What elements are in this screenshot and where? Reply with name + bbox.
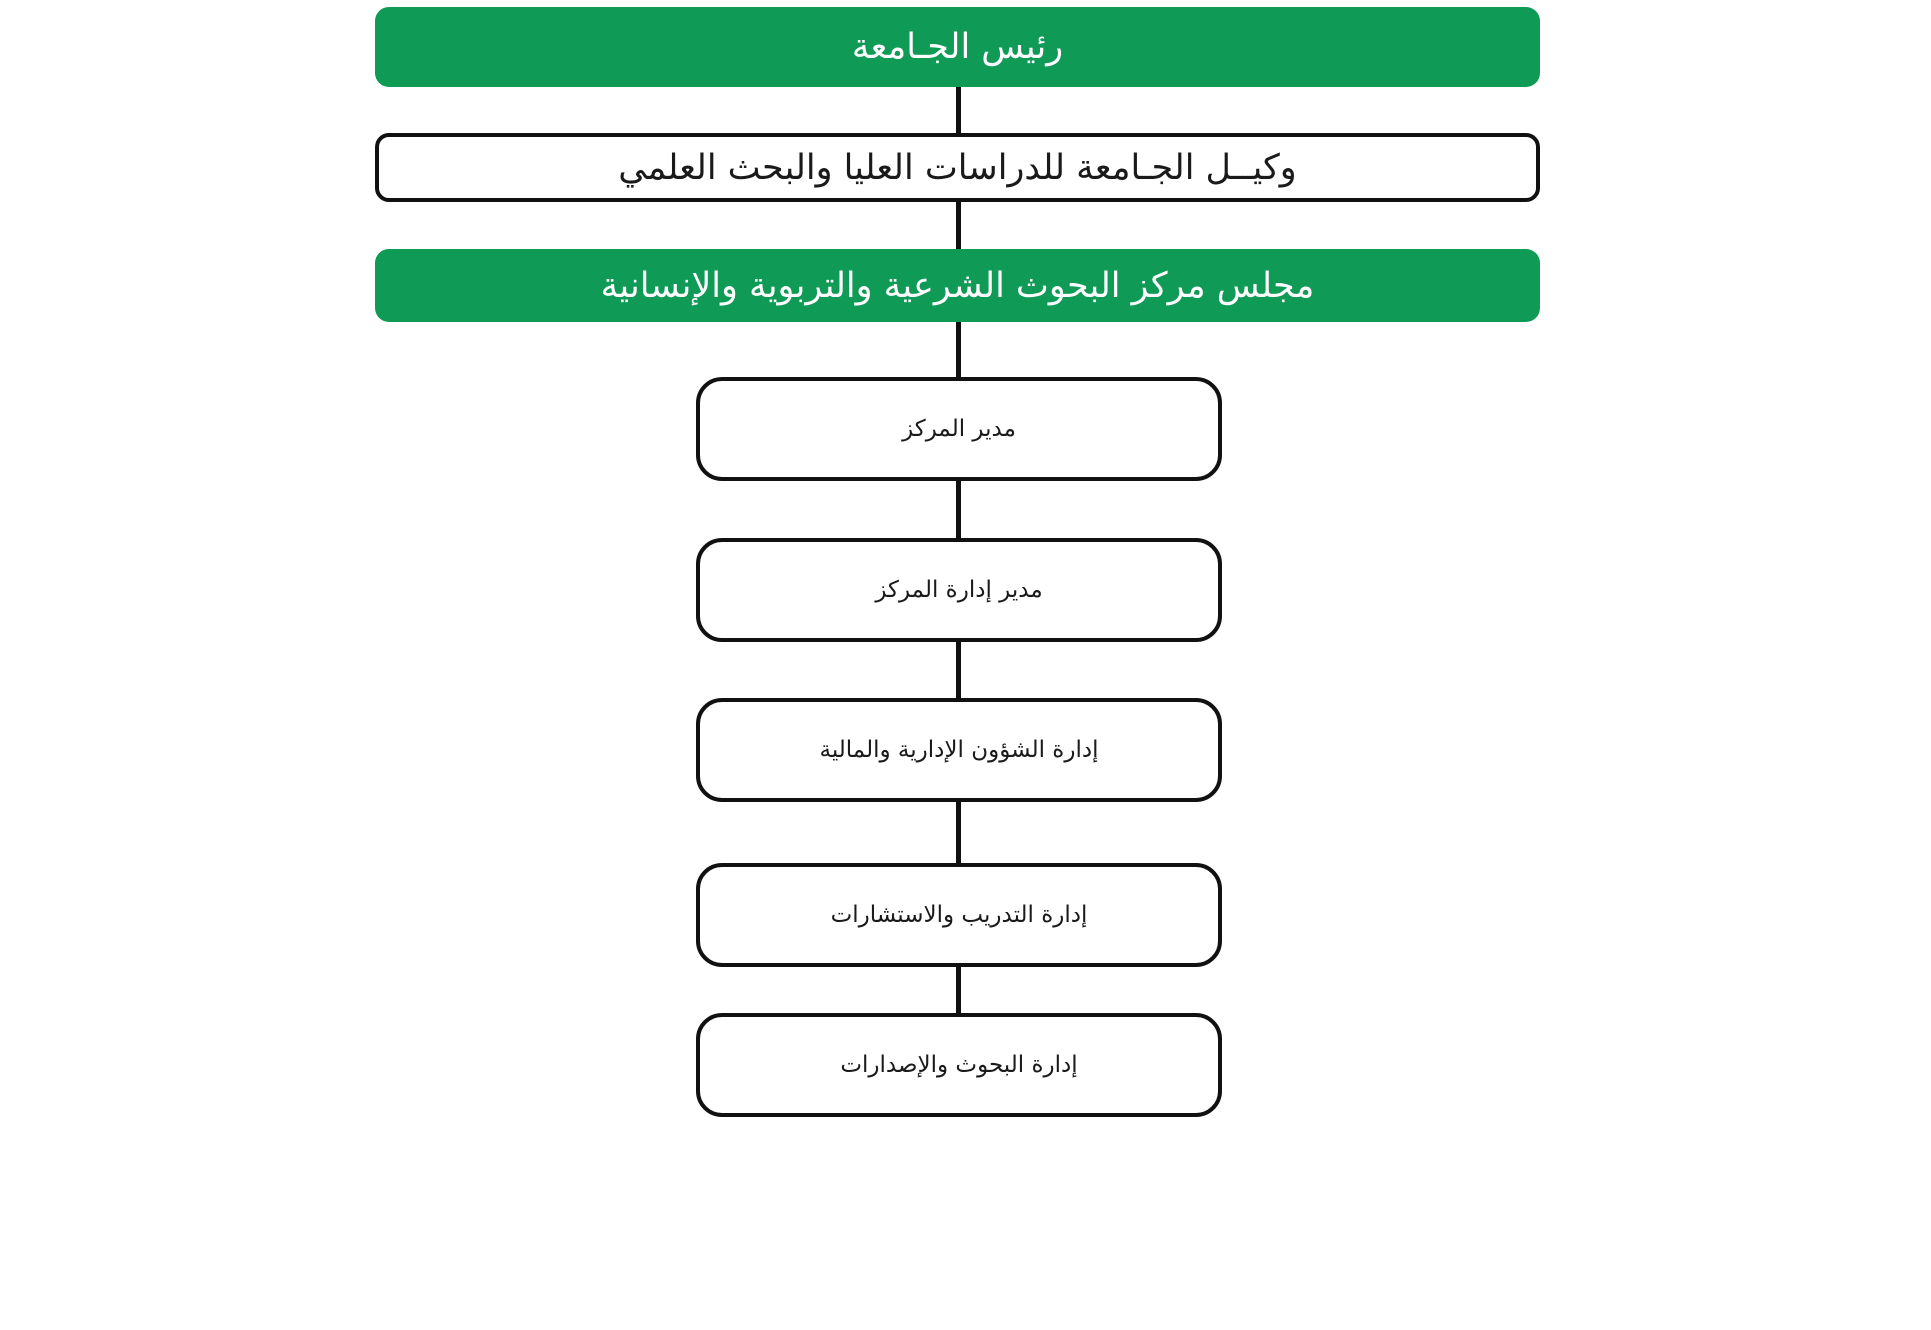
node-label: رئيس الجـامعة <box>851 27 1064 67</box>
connector-center-director-to-admin-director <box>956 481 961 538</box>
node-label: إدارة الشؤون الإدارية والمالية <box>819 737 1099 763</box>
node-university-president <box>375 7 1540 87</box>
node-label: إدارة البحوث والإصدارات <box>840 1052 1078 1078</box>
node-center-administration-director <box>696 538 1222 642</box>
node-training-consulting <box>696 863 1222 967</box>
node-vice-rector-graduate-studies-research <box>375 133 1540 202</box>
node-research-publications <box>696 1013 1222 1117</box>
node-label: وكيــل الجـامعة للدراسات العليا والبحث العلمي <box>618 147 1297 188</box>
node-label: إدارة التدريب والاستشارات <box>830 902 1088 928</box>
node-label: مجلس مركز البحوث الشرعية والتربوية والإنسانية <box>600 265 1315 306</box>
node-research-center-council <box>375 249 1540 322</box>
node-administrative-financial-affairs <box>696 698 1222 802</box>
connector-vice-rector-to-council <box>956 202 961 249</box>
connector-president-to-vice-rector <box>956 87 961 133</box>
connector-admin-financial-to-training <box>956 802 961 863</box>
connector-admin-director-to-admin-financial <box>956 642 961 698</box>
node-label: مدير إدارة المركز <box>875 577 1043 603</box>
node-label: مدير المركز <box>902 416 1016 442</box>
node-center-director <box>696 377 1222 481</box>
connector-council-to-center-director <box>956 322 961 377</box>
connector-training-to-research-publications <box>956 967 961 1013</box>
